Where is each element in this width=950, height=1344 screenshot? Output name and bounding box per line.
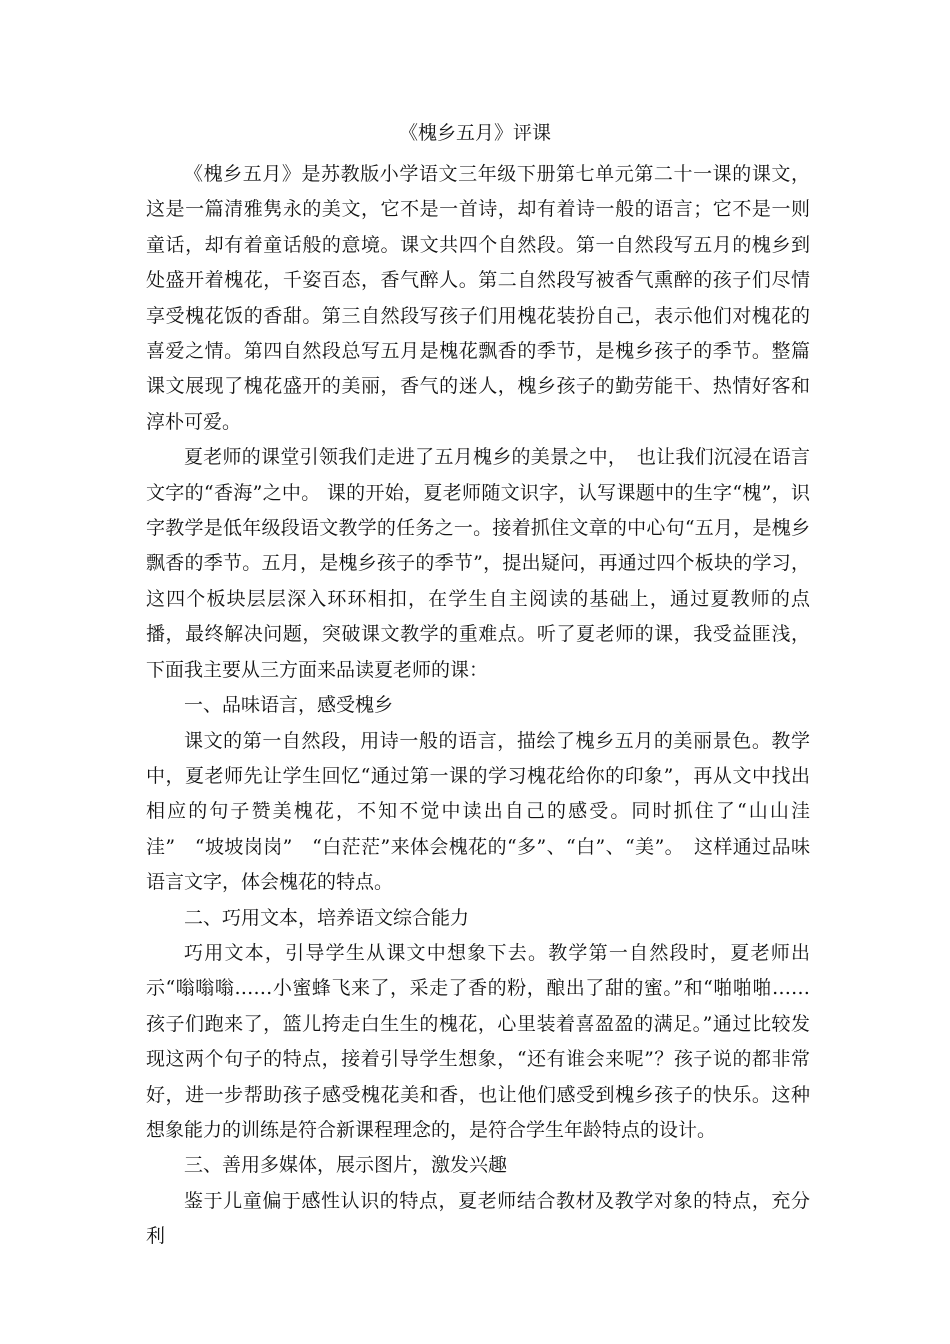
paragraph-overview: 夏老师的课堂引领我们走进了五月槐乡的美景之中， 也让我们沉浸在语言文字的“香海”之中。 课的开始，夏老师随文识字，认写课题中的生字“槐”，识字教学是低年级段语文教学的任务之一。接着抓住文章的中心句“五月，是槐乡飘香的季节。五月，是槐乡孩子的季节”，提出疑问，再通过四个板块的学习，这四个板块层层深入环环相扣，在学生自主阅读的基础上，通过夏教师的点播，最终解决问题，突破课文教学的重难点。听了夏老师的课，我受益匪浅，下面我主要从三方面来品读夏老师的课： [146, 446, 810, 681]
paragraph-section-1: 课文的第一自然段，用诗一般的语言，描绘了槐乡五月的美丽景色。教学中，夏老师先让学生回忆“通过第一课的学习槐花给你的印象”，再从文中找出相应的句子赞美槐花，不知不觉中读出自己的感受。同时抓住了“山山洼洼” “坡坡岗岗” “白茫茫”来体会槐花的“多”、“白”、“美”。 这样通过品味语言文字，体会槐花的特点。 [146, 729, 810, 894]
document-title: 《槐乡五月》评课 [398, 122, 551, 144]
section-heading-2: 二、巧用文本，培养语文综合能力 [184, 906, 470, 929]
section-heading-3: 三、善用多媒体，展示图片，激发兴趣 [184, 1154, 508, 1177]
section-heading-1: 一、品味语言，感受槐乡 [184, 694, 394, 717]
document-body [146, 157, 810, 1255]
paragraph-intro: 《槐乡五月》是苏教版小学语文三年级下册第七单元第二十一课的课文，这是一篇清雅隽永的美文，它不是一首诗，却有着诗一般的语言；它不是一则童话，却有着童话般的意境。课文共四个自然段。第一自然段写五月的槐乡到处盛开着槐花，千姿百态，香气醉人。第二自然段写被香气熏醉的孩子们尽情享受槐花饭的香甜。第三自然段写孩子们用槐花装扮自己，表示他们对槐花的喜爱之情。第四自然段总写五月是槐花飘香的季节，是槐乡孩子的季节。整篇课文展现了槐花盛开的美丽，香气的迷人，槐乡孩子的勤劳能干、热情好客和淳朴可爱。 [146, 163, 810, 433]
paragraph-section-2: 巧用文本，引导学生从课文中想象下去。教学第一自然段时，夏老师出示“嗡嗡嗡……小蜜蜂飞来了，采走了香的粉，酿出了甜的蜜。”和“啪啪啪……孩子们跑来了，篮儿挎走白生生的槐花，心里装着喜盈盈的满足。”通过比较发现这两个句子的特点，接着引导学生想象，“还有谁会来呢”？孩子说的都非常好，进一步帮助孩子感受槐花美和香，也让他们感受到槐乡孩子的快乐。这种想象能力的训练是符合新课程理念的，是符合学生年龄特点的设计。 [146, 941, 810, 1141]
paragraph-section-3: 鉴于儿童偏于感性认识的特点，夏老师结合教材及教学对象的特点，充分利 [146, 1189, 810, 1248]
